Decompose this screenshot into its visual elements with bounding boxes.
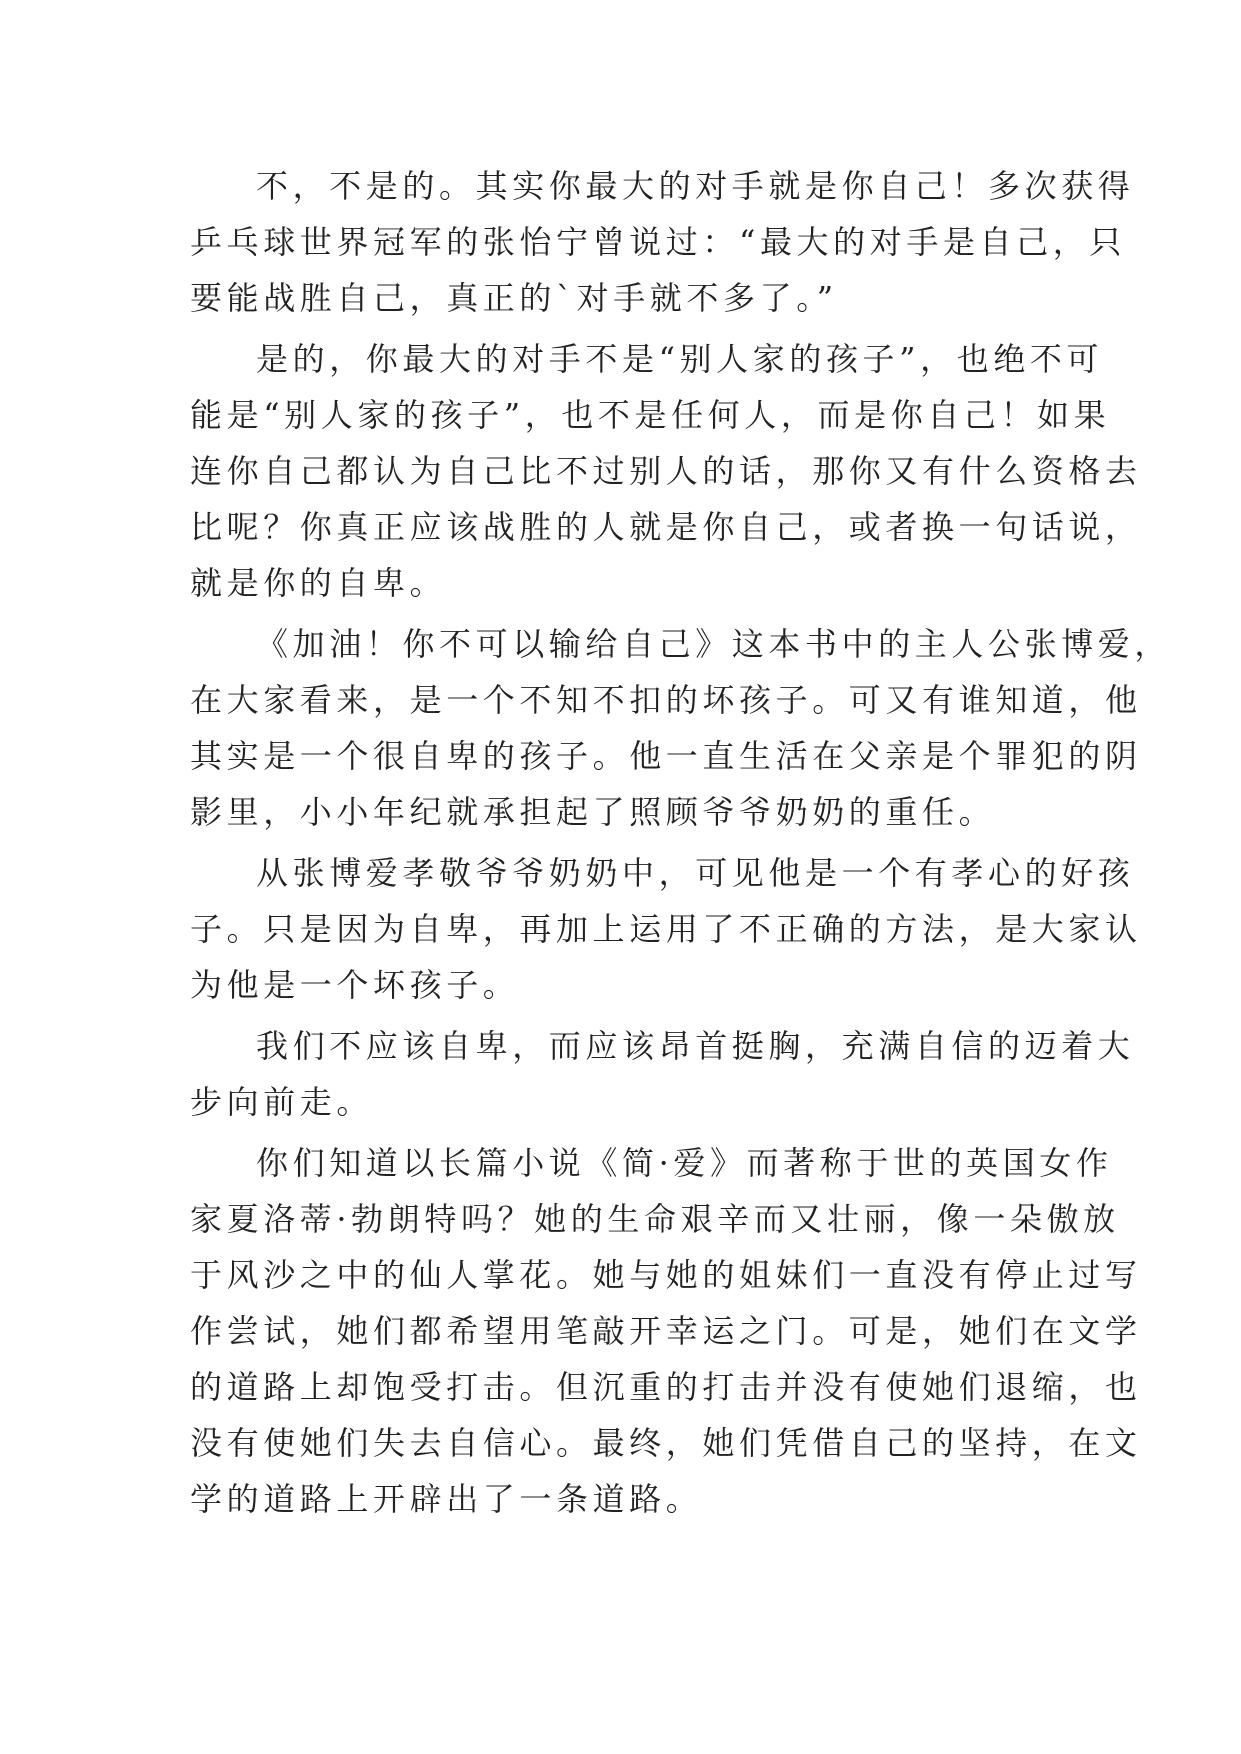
paragraph-3-line-4: 影里，小小年纪就承担起了照顾爷爷奶奶的重任。 bbox=[190, 793, 996, 831]
paragraph-6-line-1: 你们知道以长篇小说《简·爱》而著称于世的英国女作 bbox=[256, 1144, 1113, 1182]
paragraph-2-line-4: 比呢？你真正应该战胜的人就是你自己，或者换一句话说， bbox=[190, 508, 1142, 546]
paragraph-3-line-3: 其实是一个很自卑的孩子。他一直生活在父亲是个罪犯的阴 bbox=[190, 737, 1142, 775]
paragraph-5-line-1: 我们不应该自卑，而应该昂首挺胸，充满自信的迈着大 bbox=[256, 1027, 1135, 1065]
paragraph-5-line-2: 步向前走。 bbox=[190, 1083, 374, 1121]
paragraph-2-line-3: 连你自己都认为自己比不过别人的话，那你又有什么资格去 bbox=[190, 452, 1142, 490]
paragraph-2-line-5: 就是你的自卑。 bbox=[190, 564, 447, 602]
paragraph-1-line-1: 不，不是的。其实你最大的对手就是你自己！多次获得 bbox=[256, 167, 1135, 205]
paragraph-2-line-2: 能是“别人家的孩子”，也不是任何人，而是你自己！如果 bbox=[190, 396, 1111, 434]
paragraph-3-line-2: 在大家看来，是一个不知不扣的坏孩子。可又有谁知道，他 bbox=[190, 681, 1142, 719]
paragraph-4-line-1: 从张博爱孝敬爷爷奶奶中，可见他是一个有孝心的好孩 bbox=[256, 854, 1135, 892]
paragraph-4-line-2: 子。只是因为自卑，再加上运用了不正确的方法，是大家认 bbox=[190, 910, 1142, 948]
paragraph-4-line-3: 为他是一个坏孩子。 bbox=[190, 966, 520, 1004]
paragraph-6-line-3: 于风沙之中的仙人掌花。她与她的姐妹们一直没有停止过写 bbox=[190, 1256, 1142, 1294]
paragraph-6-line-2: 家夏洛蒂·勃朗特吗？她的生命艰辛而又壮丽，像一朵傲放 bbox=[190, 1200, 1120, 1238]
paragraph-1-line-3: 要能战胜自己，真正的`对手就不多了。” bbox=[190, 279, 838, 317]
paragraph-1-line-2: 乒乓球世界冠军的张怡宁曾说过：“最大的对手是自己，只 bbox=[190, 223, 1126, 261]
paragraph-3-line-1: 《加油！你不可以输给自己》这本书中的主人公张博爱， bbox=[256, 625, 1172, 663]
paragraph-6-line-6: 没有使她们失去自信心。最终，她们凭借自己的坚持，在文 bbox=[190, 1424, 1142, 1462]
paragraph-6-line-5: 的道路上却饱受打击。但沉重的打击并没有使她们退缩，也 bbox=[190, 1368, 1142, 1406]
paragraph-6-line-7: 学的道路上开辟出了一条道路。 bbox=[190, 1480, 703, 1518]
paragraph-6-line-4: 作尝试，她们都希望用笔敲开幸运之门。可是，她们在文学 bbox=[190, 1312, 1142, 1350]
paragraph-2-line-1: 是的，你最大的对手不是“别人家的孩子”，也绝不可 bbox=[256, 340, 1104, 378]
